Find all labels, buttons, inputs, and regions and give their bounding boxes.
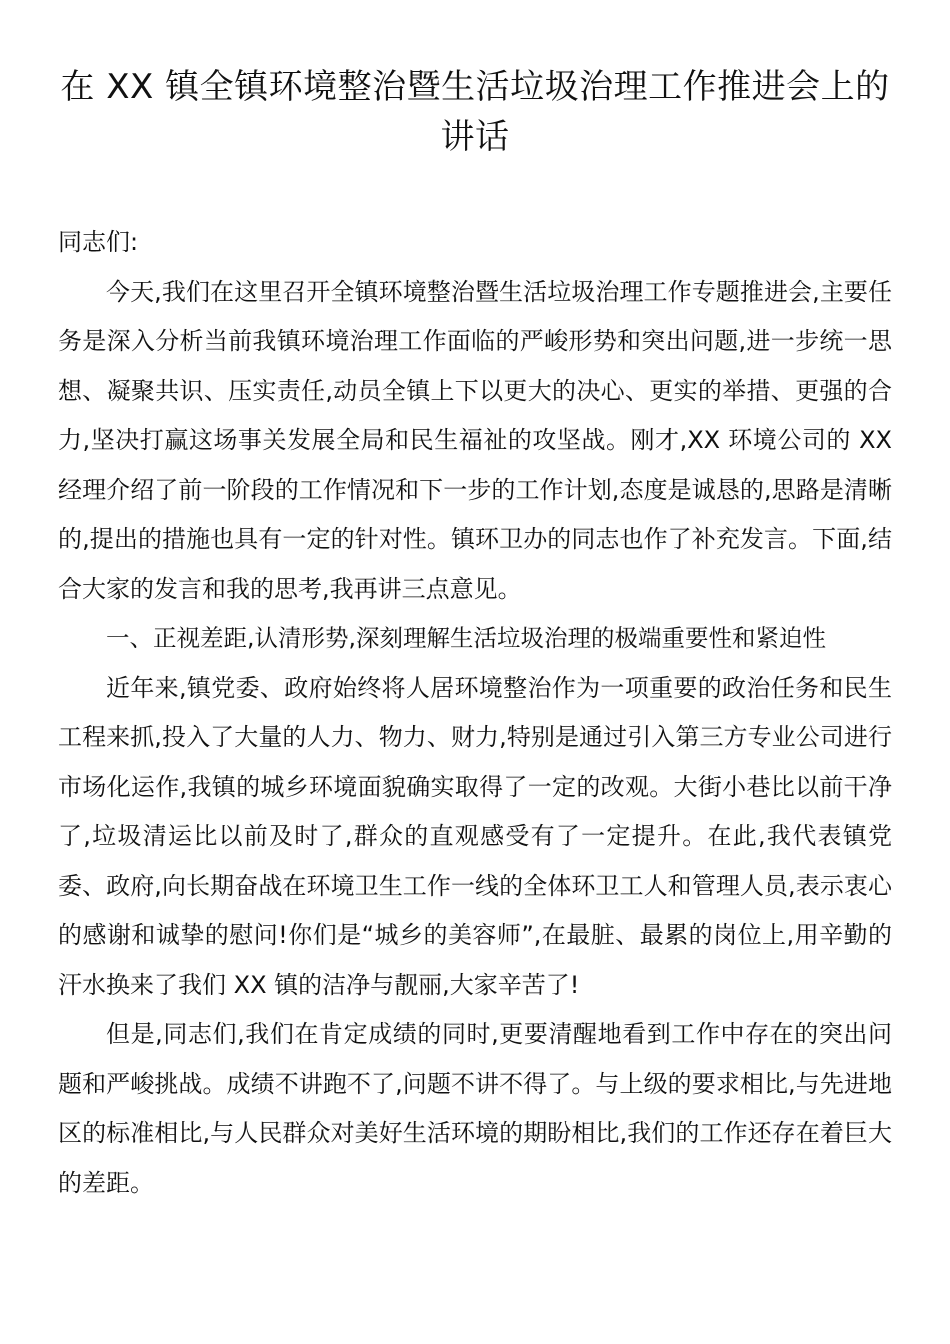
paragraph-problems: 但是,同志们,我们在肯定成绩的同时,更要清醒地看到工作中存在的突出问题和严峻挑战。成绩不讲跑不了,问题不讲不得了。与上级的要求相比,与先进地区的标准相比,与人民群众对美好生活环境的期盼相比,我们的工作还存在着巨大的差距。 xyxy=(58,1020,892,1197)
document-title: 在 XX 镇全镇环境整治暨生活垃圾治理工作推进会上的讲话 xyxy=(60,67,890,157)
paragraph-achievements: 近年来,镇党委、政府始终将人居环境整治作为一项重要的政治任务和民生工程来抓,投入了大量的人力、物力、财力,特别是通过引入第三方专业公司进行市场化运作,我镇的城乡环境面貌确实取得了一定的改观。大街小巷比以前干净了,垃圾清运比以前及时了,群众的直观感受有了一定提升。在此,我代表镇党委、政府,向长期奋战在环境卫生工作一线的全体环卫工人和管理人员,表示衷心的感谢和诚挚的慰问!你们是“城乡的美容师”,在最脏、最累的岗位上,用辛勤的汗水换来了我们 XX 镇的洁净与靓丽,大家辛苦了! xyxy=(58,673,892,999)
salutation: 同志们: xyxy=(58,228,139,256)
section-heading-1: 一、正视差距,认清形势,深刻理解生活垃圾治理的极端重要性和紧迫性 xyxy=(106,624,826,652)
paragraph-opening: 今天,我们在这里召开全镇环境整治暨生活垃圾治理工作专题推进会,主要任务是深入分析当前我镇环境治理工作面临的严峻形势和突出问题,进一步统一思想、凝聚共识、压实责任,动员全镇上下以更大的决心、更实的举措、更强的合力,坚决打赢这场事关发展全局和民生福祉的攻坚战。刚才,XX 环境公司的 XX 经理介绍了前一阶段的工作情况和下一步的工作计划,态度是诚恳的,思路是清晰的,提出的措施也具有一定的针对性。镇环卫办的同志也作了补充发言。下面,结合大家的发言和我的思考,我再讲三点意见。 xyxy=(58,277,892,603)
